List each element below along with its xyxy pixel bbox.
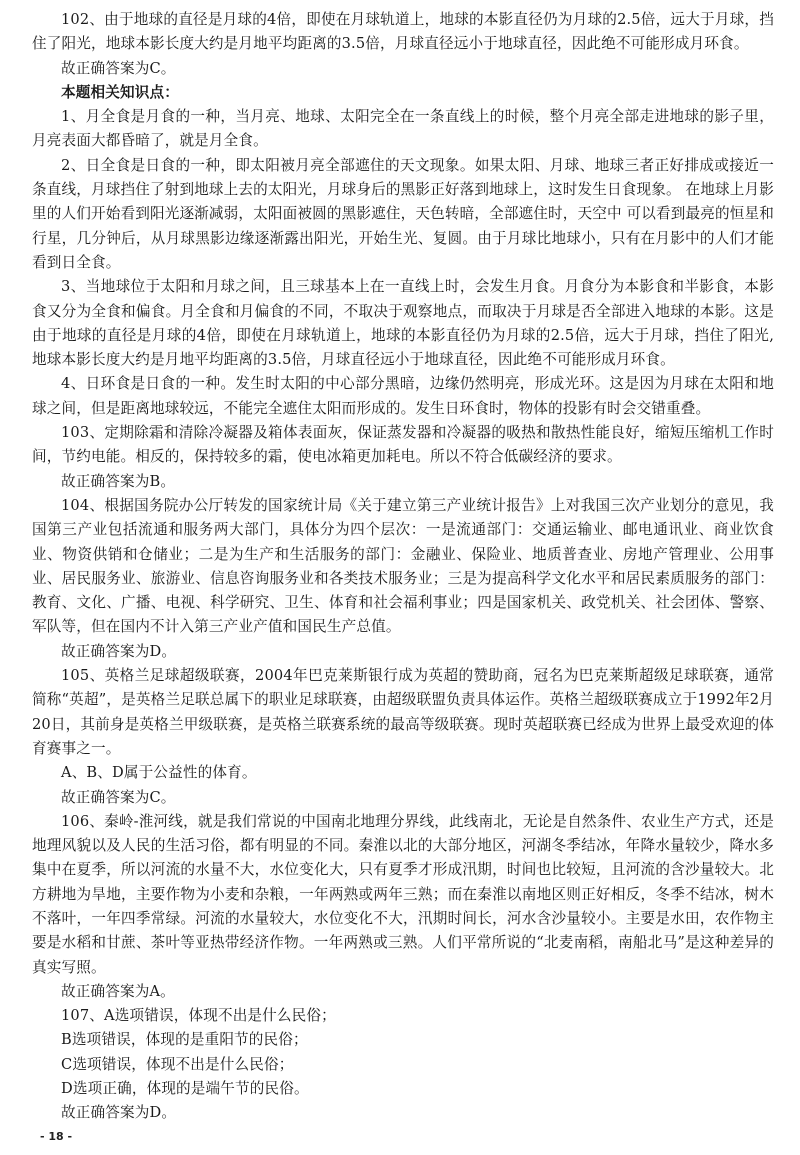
q104-answer: 故正确答案为D。 (61, 642, 177, 660)
knowledge-point-3: 3、当地球位于太阳和月球之间，且三球基本上在一直线上时，会发生月食。月食分为本影食和半影食，本影食又分为全食和偏食。月全食和月偏食的不同，不取决于观察地点，而取决于月球是否全部进入地球的本影。这是由于地球的直径是月球的4倍，即使在月球轨道上，地球的本影直径仍为月球的2.5倍，远大于月球，挡住了阳光,地球本影长度大约是月地平均距离的3.5倍，月球直径远小于地球直径，因此绝不可能形成月环食。 (32, 278, 774, 369)
q105-explanation: 105、英格兰足球超级联赛，2004年巴克莱斯银行成为英超的赞助商，冠名为巴克莱斯超级足球联赛，通常简称“英超”，是英格兰足联总属下的职业足球联赛，由超级联盟负责具体运作。英格兰超级联赛成立于1992年2月20日，其前身是英格兰甲级联赛，是英格兰联赛系统的最高等级联赛。现时英超联赛已经成为世界上最受欢迎的体育赛事之一。 (32, 667, 774, 757)
q102-answer: 故正确答案为C。 (61, 59, 176, 77)
q107-answer: 故正确答案为D。 (61, 1104, 177, 1122)
q103-explanation: 103、定期除霜和清除冷凝器及箱体表面灰，保证蒸发器和冷凝器的吸热和散热性能良好，缩短压缩机工作时间，节约电能。相反的，保持较多的霜，使电冰箱更加耗电。所以不符合低碳经济的要求。 (32, 424, 774, 466)
q102-explanation: 102、由于地球的直径是月球的4倍，即使在月球轨道上，地球的本影直径仍为月球的2.5倍，远大于月球，挡住了阳光，地球本影长度大约是月地平均距离的3.5倍，月球直径远小于地球直径，因此绝不可能形成月环食。 (32, 11, 774, 53)
q107-option-c: C选项错误，体现不出是什么民俗； (61, 1055, 294, 1073)
q105-answer: 故正确答案为C。 (61, 788, 176, 806)
q105-note: A、B、D属于公益性的体育。 (61, 764, 257, 782)
knowledge-point-1: 1、月全食是月食的一种，当月亮、地球、太阳完全在一条直线上的时候，整个月亮全部走进地球的影子里，月亮表面大都昏暗了，就是月全食。 (32, 108, 774, 150)
knowledge-heading: 本题相关知识点： (61, 83, 179, 101)
q107-option-b: B选项错误，体现的是重阳节的民俗； (61, 1031, 308, 1049)
q106-answer: 故正确答案为A。 (61, 982, 175, 1000)
q104-explanation: 104、根据国务院办公厅转发的国家统计局《关于建立第三产业统计报告》上对我国三次产业划分的意见，我国第三产业包括流通和服务两大部门，具体分为四个层次：一是流通部门：交通运输业、邮电通讯业、商业饮食业、物资供销和仓储业；二是为生产和生活服务的部门：金融业、保险业、地质普查业、房地产管理业、公用事业、居民服务业、旅游业、信息咨询服务业和各类技术服务业；三是为提高科学文化水平和居民素质服务的部门：教育、文化、广播、电视、科学研究、卫生、体育和社会福利事业；四是国家机关、政党机关、社会团体、警察、军队等，但在国内不计入第三产业产值和国民生产总值。 (32, 496, 774, 636)
q107-option-a: 107、A选项错误，体现不出是什么民俗； (61, 1007, 336, 1025)
knowledge-point-4: 4、日环食是日食的一种。发生时太阳的中心部分黑暗，边缘仍然明亮，形成光环。这是因为月球在太阳和地球之间，但是距离地球较远，不能完全遮住太阳而形成的。发生日环食时，物体的投影有时会交错重叠。 (32, 375, 774, 417)
q107-option-d: D选项正确，体现的是端午节的民俗。 (61, 1080, 309, 1098)
knowledge-point-2: 2、日全食是日食的一种，即太阳被月亮全部遮住的天文现象。如果太阳、月球、地球三者正好排成或接近一条直线，月球挡住了射到地球上去的太阳光，月球身后的黑影正好落到地球上，这时发生日食现象。 在地球上月影里的人们开始看到阳光逐渐减弱，太阳面被圆的黑影遮住，天色转暗，全部遮住时，天空中 可以看到最亮的恒星和行星，几分钟后，从月球黑影边缘逐渐露出阳光，开始生光、复圆。由于月球比地球小，只有在月影中的人们才能看到日全食。 (32, 156, 774, 271)
document-page (32, 8, 774, 1126)
page-number: - 18 - (40, 1130, 73, 1143)
q103-answer: 故正确答案为B。 (61, 472, 176, 490)
q106-explanation: 106、秦岭-淮河线，就是我们常说的中国南北地理分界线，此线南北，无论是自然条件、农业生产方式，还是地理风貌以及人民的生活习俗，都有明显的不同。秦淮以北的大部分地区，河湖冬季结冰，年降水量较少，降水多集中在夏季，所以河流的水量不大，水位变化大，只有夏季才形成汛期，时间也比较短，且河流的含沙量较大。北方耕地为旱地，主要作物为小麦和杂粮，一年两熟或两年三熟；而在秦淮以南地区则正好相反，冬季不结冰，树木不落叶，一年四季常绿。河流的水量较大，水位变化不大，汛期时间长，河水含沙量较小。主要是水田，农作物主要是水稻和甘蔗、茶叶等亚热带经济作物。一年两熟或三熟。人们平常所说的“北麦南稻，南船北马”是这种差异的真实写照。 (32, 812, 774, 976)
